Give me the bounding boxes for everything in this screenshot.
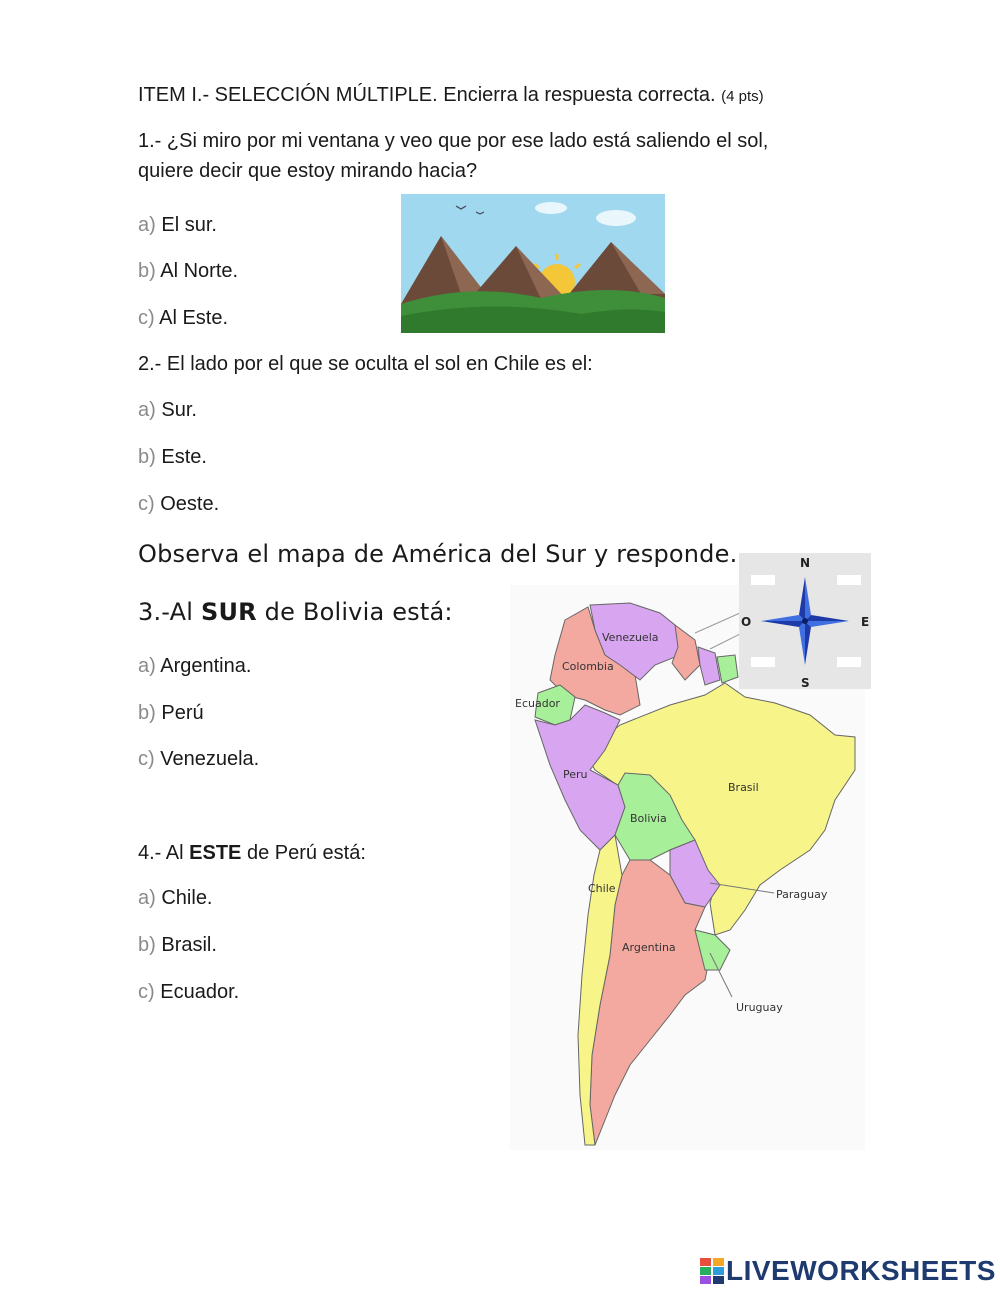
- label-argentina: Argentina: [622, 941, 676, 954]
- label-colombia: Colombia: [562, 660, 614, 673]
- option-letter: b): [138, 446, 156, 468]
- option-letter: a): [138, 214, 156, 236]
- option-text: Este.: [161, 446, 207, 468]
- q1-option-a[interactable]: [138, 212, 217, 238]
- q4-option-c[interactable]: [138, 979, 239, 1005]
- option-letter: b): [138, 934, 156, 956]
- option-letter: c): [138, 307, 155, 329]
- q2-option-c[interactable]: [138, 491, 219, 517]
- q4-suffix: de Perú está:: [246, 842, 366, 864]
- q4-prefix: 4.- Al: [138, 842, 184, 864]
- option-text: Ecuador.: [160, 981, 240, 1003]
- q3-option-b[interactable]: [138, 700, 204, 726]
- liveworksheets-logo: [700, 1255, 996, 1287]
- q3-option-a[interactable]: [138, 653, 251, 679]
- q2-text: 2.- El lado por el que se oculta el sol en Chile es el:: [138, 353, 593, 375]
- map-instruction: Observa el mapa de América del Sur y responde.: [138, 540, 738, 568]
- option-text: Chile.: [161, 887, 213, 909]
- q4-text: [138, 840, 366, 866]
- liveworksheets-logo-icon: [700, 1258, 724, 1284]
- label-brasil: Brasil: [728, 781, 759, 794]
- q3-prefix: 3.-Al: [138, 598, 194, 626]
- q1-option-c[interactable]: [138, 305, 228, 331]
- option-letter: b): [138, 702, 156, 724]
- q3-option-c[interactable]: [138, 746, 259, 772]
- q3-suffix: de Bolivia está:: [264, 598, 453, 626]
- mountain-sun-illustration: [401, 194, 665, 333]
- option-letter: a): [138, 399, 156, 421]
- compass-e: E: [861, 615, 870, 629]
- option-text: Brasil.: [161, 934, 217, 956]
- compass-n: N: [800, 556, 811, 570]
- q4-option-a[interactable]: [138, 885, 213, 911]
- option-text: El sur.: [161, 214, 217, 236]
- q2-option-a[interactable]: [138, 397, 197, 423]
- label-ecuador: Ecuador: [515, 697, 560, 710]
- q1-text-line1: 1.- ¿Si miro por mi ventana y veo que por ese lado está saliendo el sol,: [138, 130, 769, 152]
- q4-option-b[interactable]: [138, 932, 217, 958]
- label-peru: Peru: [563, 768, 588, 781]
- option-letter: a): [138, 655, 156, 677]
- option-letter: c): [138, 748, 155, 770]
- option-text: Perú: [161, 702, 204, 724]
- item-title: ITEM I.- SELECCIÓN MÚLTIPLE. Encierra la respuesta correcta.: [138, 84, 716, 106]
- q1-option-b[interactable]: [138, 258, 238, 284]
- q4-bold-direction: ESTE: [189, 842, 242, 864]
- option-letter: c): [138, 981, 155, 1003]
- q3-text: [138, 598, 453, 626]
- compass-o: O: [741, 615, 752, 629]
- item-points: (4 pts): [721, 88, 764, 105]
- brand-name: LIVEWORKSHEETS: [726, 1255, 996, 1286]
- option-text: Sur.: [161, 399, 197, 421]
- compass-s: S: [801, 676, 810, 689]
- compass-rose-icon: [739, 553, 871, 689]
- option-text: Argentina.: [160, 655, 252, 677]
- option-text: Al Norte.: [160, 260, 239, 282]
- label-bolivia: Bolivia: [630, 812, 667, 825]
- label-paraguay: Paraguay: [776, 888, 828, 901]
- label-venezuela: Venezuela: [602, 631, 659, 644]
- option-letter: b): [138, 260, 156, 282]
- label-chile: Chile: [588, 882, 616, 895]
- q2-option-b[interactable]: [138, 444, 207, 470]
- label-uruguay: Uruguay: [736, 1001, 783, 1014]
- q1-text-line2: quiere decir que estoy mirando hacia?: [138, 160, 478, 182]
- option-letter: a): [138, 887, 156, 909]
- item-heading: [138, 82, 764, 110]
- option-text: Venezuela.: [160, 748, 260, 770]
- q3-bold-direction: SUR: [200, 598, 257, 626]
- option-text: Oeste.: [160, 493, 220, 515]
- option-letter: c): [138, 493, 155, 515]
- option-text: Al Este.: [159, 307, 229, 329]
